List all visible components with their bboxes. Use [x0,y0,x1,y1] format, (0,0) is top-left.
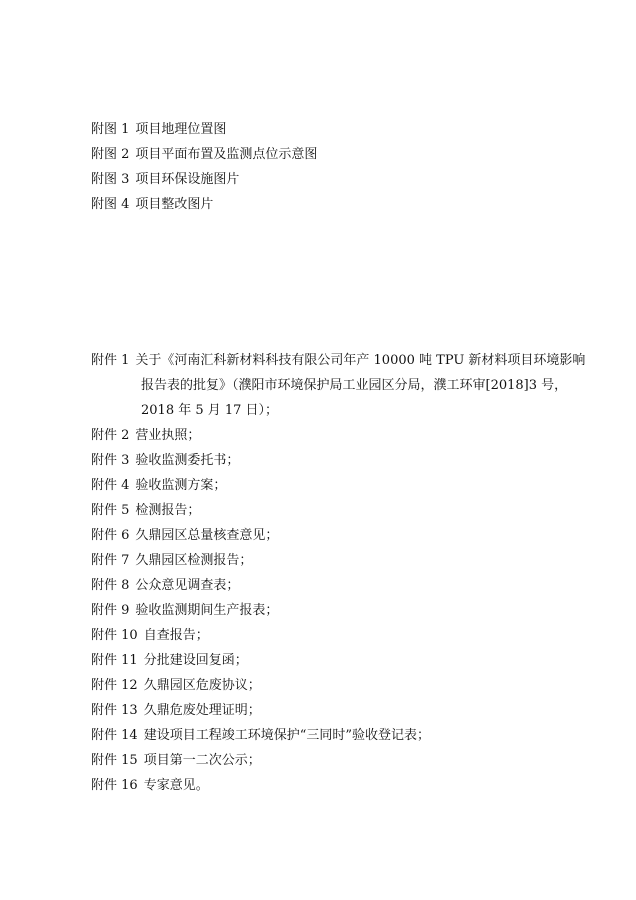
attachment-item-10 [91,627,209,645]
figure-item-1 [91,121,226,139]
figure-item-4 [91,196,213,214]
attachment-label: 附件 3 [91,453,130,468]
attachment-label: 附件 13 [91,703,138,718]
attachment-1-continuation-1: 报告表的批复》（濮阳市环境保护局工业园区分局，濮工环审[2018]3 号， [141,378,568,393]
attachment-title: 分批建设回复函； [143,653,248,668]
attachment-label: 附件 1 [91,353,130,368]
attachment-item-14 [91,727,430,745]
attachment-item-2 [91,427,200,445]
attachment-label: 附件 2 [91,428,130,443]
figure-title: 项目整改图片 [135,197,214,212]
attachment-label: 附件 15 [91,753,138,768]
figure-label: 附图 1 [91,122,130,137]
attachment-title: 验收监测方案； [135,478,227,493]
attachment-title: 验收监测委托书； [135,453,240,468]
attachment-label: 附件 8 [91,578,130,593]
attachment-item-7 [91,552,252,570]
figure-title: 项目平面布置及监测点位示意图 [135,147,318,162]
attachment-label: 附件 14 [91,728,138,743]
attachment-title: 专家意见。 [143,778,209,793]
attachment-label: 附件 5 [91,503,130,518]
attachment-item-5 [91,502,200,520]
attachment-title: 检测报告； [135,503,201,518]
attachment-title: 自查报告； [143,628,209,643]
attachment-item-3 [91,452,239,470]
attachment-title: 公众意见调查表； [135,578,240,593]
figure-item-3 [91,171,239,189]
attachment-item-16 [91,777,209,795]
attachment-item-15 [91,752,261,770]
attachment-title: 项目第一二次公示； [143,753,261,768]
attachment-title: 久鼎园区危废协议； [143,678,261,693]
attachment-title: 久鼎园区检测报告； [135,553,253,568]
figure-title: 项目地理位置图 [135,122,227,137]
attachment-label: 附件 10 [91,628,138,643]
attachment-title: 验收监测期间生产报表； [135,603,279,618]
attachment-item-8 [91,577,239,595]
figure-label: 附图 2 [91,147,130,162]
figure-label: 附图 3 [91,172,130,187]
attachment-title: 营业执照； [135,428,201,443]
attachment-label: 附件 4 [91,478,130,493]
attachment-item-6 [91,527,278,545]
attachment-item-13 [91,702,261,720]
figure-title: 项目环保设施图片 [135,172,240,187]
attachment-1-continuation-2: 2018 年 5 月 17 日）； [141,403,279,418]
attachment-label: 附件 12 [91,678,138,693]
attachment-label: 附件 9 [91,603,130,618]
attachment-label: 附件 16 [91,778,138,793]
attachment-title: 久鼎危废处理证明； [143,703,261,718]
attachment-label: 附件 6 [91,528,130,543]
attachment-item-11 [91,652,248,670]
attachment-title-line-1: 关于《河南汇科新材料科技有限公司年产 10000 吨 TPU 新材料项目环境影响 [135,353,586,368]
attachment-item-9 [91,602,278,620]
attachment-label: 附件 11 [91,653,138,668]
attachment-title: 建设项目工程竣工环境保护“三同时”验收登记表； [143,728,430,743]
attachment-label: 附件 7 [91,553,130,568]
attachment-item-1 [91,352,585,370]
attachment-item-12 [91,677,261,695]
figure-item-2 [91,146,317,164]
attachment-title: 久鼎园区总量核查意见； [135,528,279,543]
attachment-item-4 [91,477,226,495]
figure-label: 附图 4 [91,197,130,212]
